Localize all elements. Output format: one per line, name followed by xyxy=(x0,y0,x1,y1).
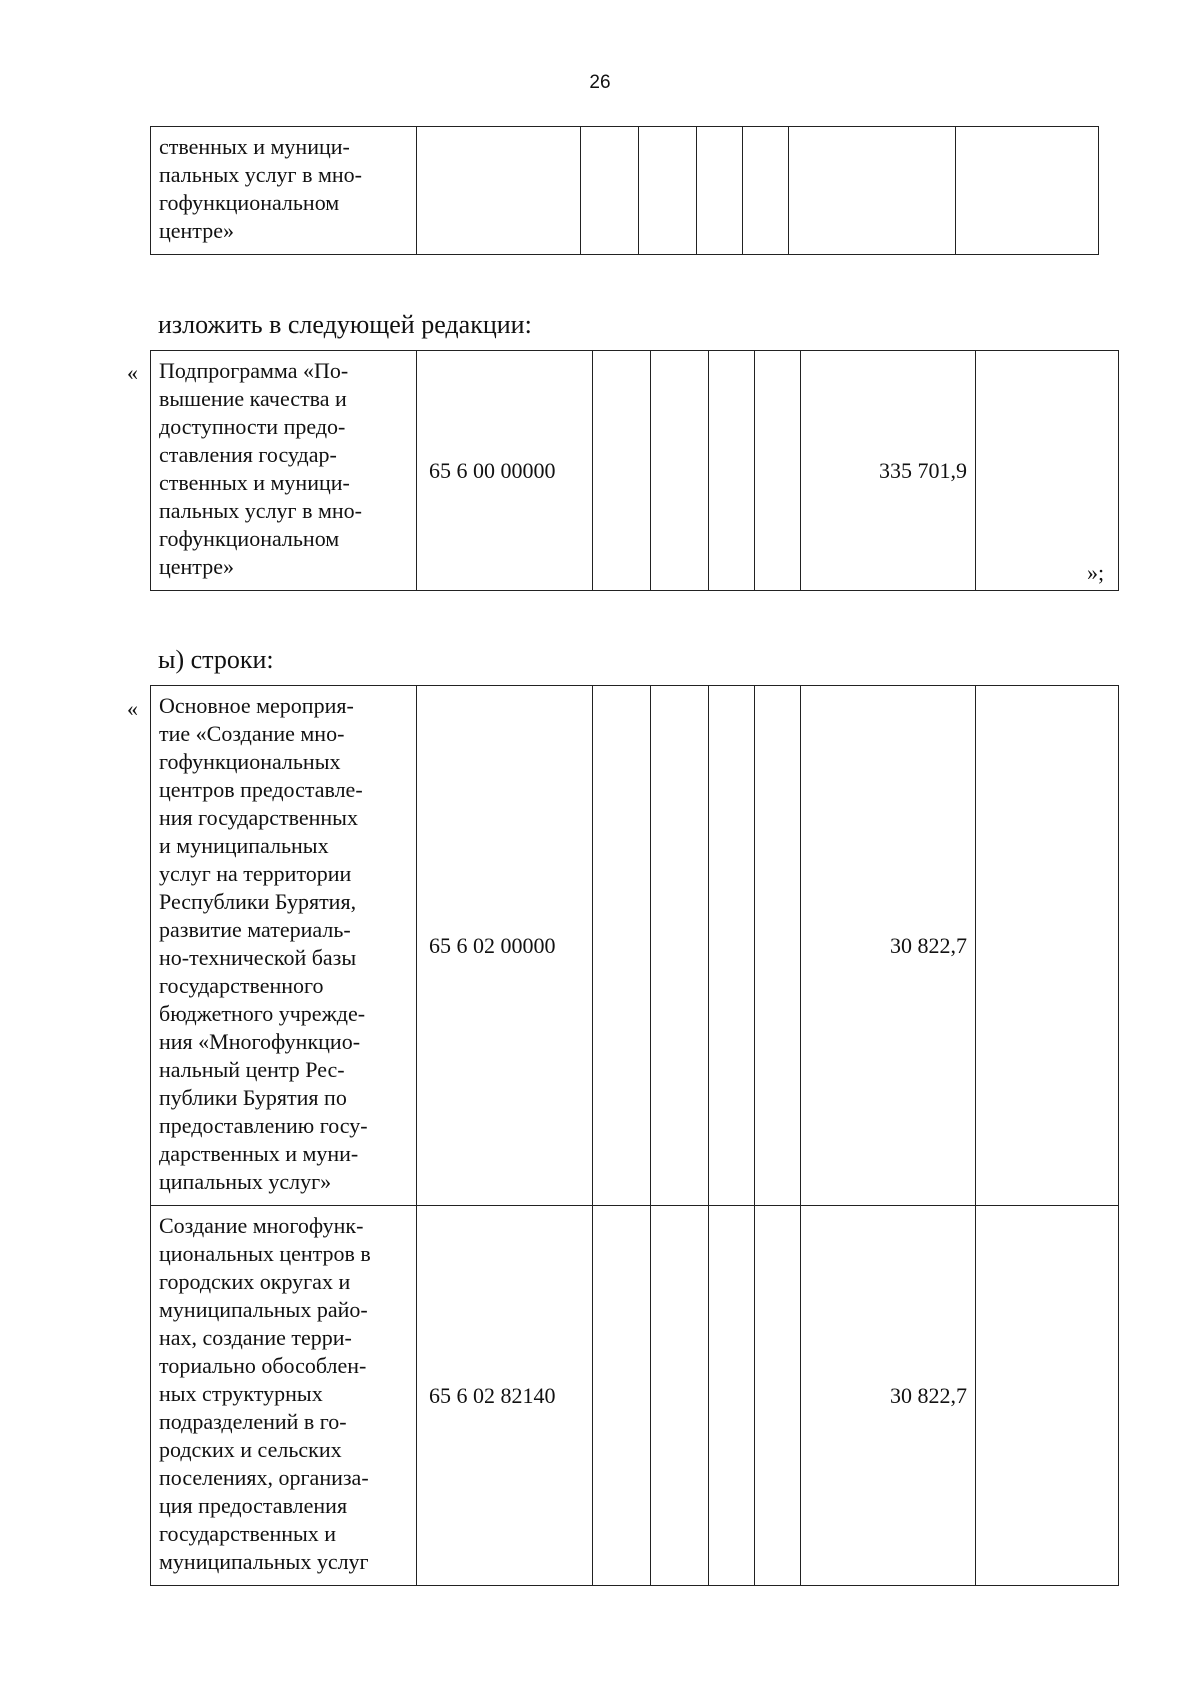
empty-cell xyxy=(581,127,639,255)
open-quote: « xyxy=(127,696,138,721)
empty-cell xyxy=(593,1206,651,1586)
empty-cell xyxy=(755,1206,801,1586)
empty-cell xyxy=(651,1206,709,1586)
close-quote: »; xyxy=(1087,560,1105,585)
row-name-cell: Создание многофунк- циональных центров в городских округах и муниципальных райо- нах, создание терри- ториально обособлен- ных структурных подразделений в го- родских и сельских поселениях, организа- ция предоставления государственных и муниципальных услуг xyxy=(151,1206,417,1586)
table-activities xyxy=(150,685,1119,1586)
empty-cell xyxy=(976,351,1119,591)
amount-cell xyxy=(789,127,956,255)
table-row xyxy=(151,686,1119,1206)
open-quote: « xyxy=(127,360,138,385)
empty-cell xyxy=(755,686,801,1206)
amount-cell: 335 701,9 xyxy=(801,351,976,591)
empty-cell xyxy=(976,686,1119,1206)
table-subprogram xyxy=(150,350,1119,591)
code-cell: 65 6 00 00000 xyxy=(417,351,593,591)
row-name-cell: ственных и муници- пальных услуг в мно- гофункциональном центре» xyxy=(151,127,417,255)
table-fragment xyxy=(150,126,1099,255)
table-row xyxy=(151,1206,1119,1586)
empty-cell xyxy=(593,686,651,1206)
empty-cell xyxy=(639,127,697,255)
section-lead: изложить в следующей редакции: xyxy=(158,310,532,339)
empty-cell xyxy=(651,686,709,1206)
table-row xyxy=(151,127,1099,255)
section-lead: ы) строки: xyxy=(158,645,274,674)
row-name-cell: Подпрограмма «По- вышение качества и доступности предо- ставления государ- ственных и муници- пальных услуг в мно- гофункциональном центре» xyxy=(151,351,417,591)
empty-cell xyxy=(697,127,743,255)
code-cell xyxy=(417,127,581,255)
empty-cell xyxy=(709,686,755,1206)
page-number: 26 xyxy=(589,72,611,93)
empty-cell xyxy=(593,351,651,591)
code-cell: 65 6 02 82140 xyxy=(417,1206,593,1586)
code-cell: 65 6 02 00000 xyxy=(417,686,593,1206)
row-name-cell: Основное мероприя- тие «Создание мно- гофункциональных центров предоставле- ния государственных и муниципальных услуг на территории Республики Бурятия, развитие материаль- но-технической базы государственного бюджетного учрежде- ния «Многофункцио- нальный центр Рес- публики Бурятия по предоставлению госу- дарственных и муни- ципальных услуг» xyxy=(151,686,417,1206)
empty-cell xyxy=(709,351,755,591)
empty-cell xyxy=(956,127,1099,255)
empty-cell xyxy=(709,1206,755,1586)
empty-cell xyxy=(651,351,709,591)
empty-cell xyxy=(976,1206,1119,1586)
empty-cell xyxy=(743,127,789,255)
amount-cell: 30 822,7 xyxy=(801,686,976,1206)
empty-cell xyxy=(755,351,801,591)
amount-cell: 30 822,7 xyxy=(801,1206,976,1586)
table-row xyxy=(151,351,1119,591)
